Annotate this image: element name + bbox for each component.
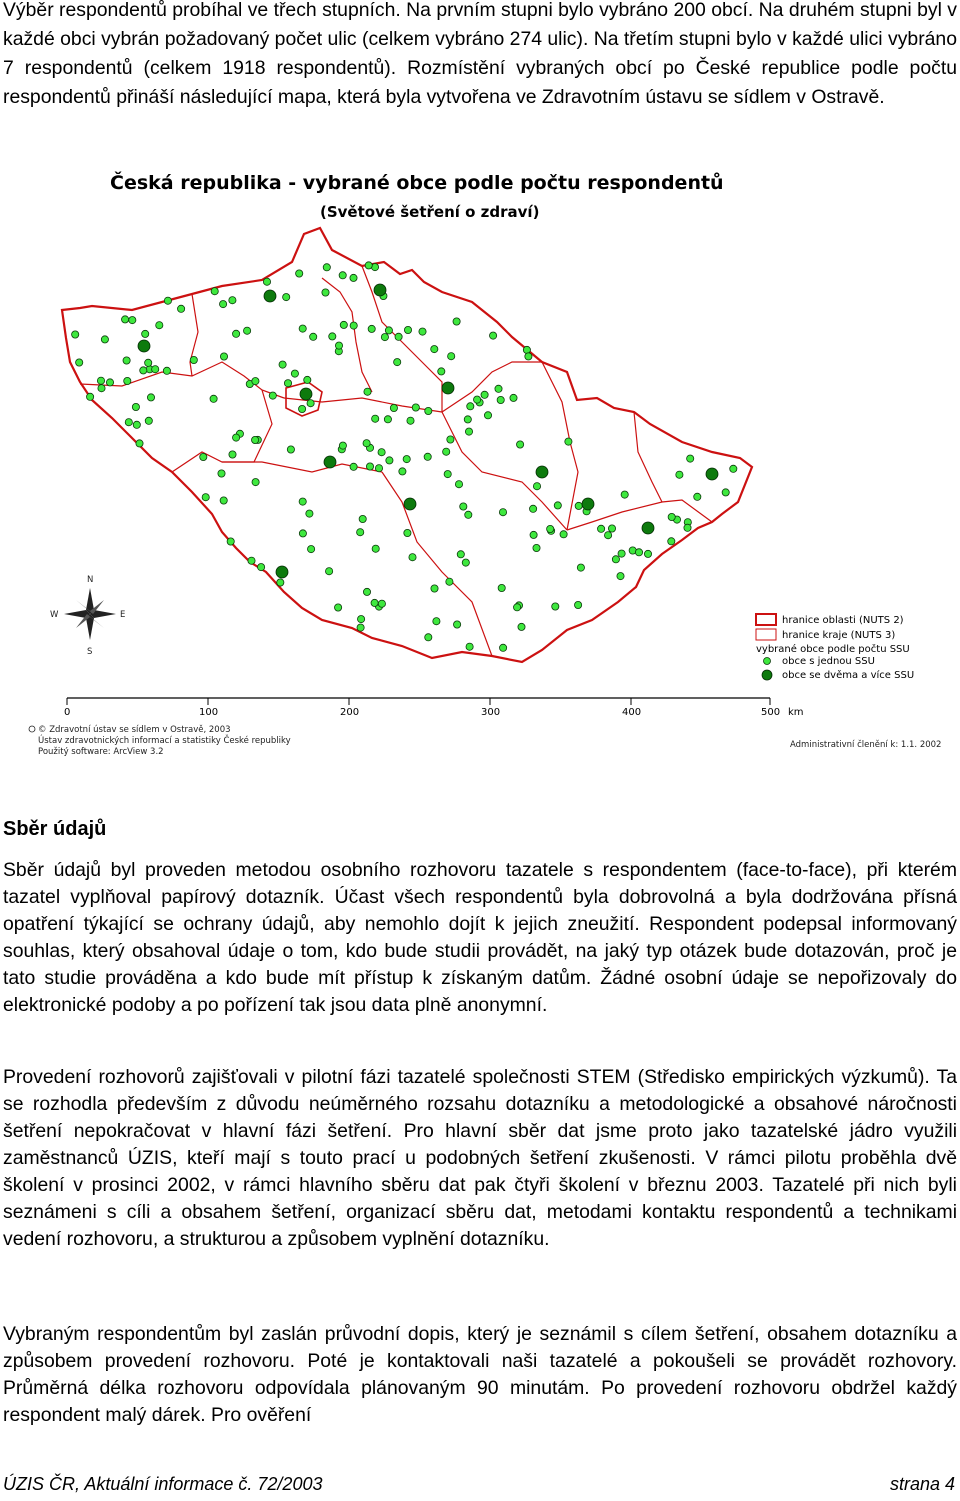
- municipality-dot: [460, 503, 467, 510]
- municipality-dot: [156, 322, 163, 329]
- municipality-dot: [495, 385, 502, 392]
- municipality-dot: [635, 549, 642, 556]
- municipality-dot: [431, 346, 438, 353]
- map-legend: [756, 614, 914, 681]
- body-paragraph-2: Provedení rozhovorů zajišťovali v pilotní fázi tazatelé společnosti STEM (Středisko empirických výzkumů). Ta se rozhodla především z důvodu neúměrného rozsahu dotazníku a metodologické a obsahové náročnosti šetření nepokračovat v hlavní fázi šetření. Pro hlavní sběr dat jsme proto jako tazatelské jádro využili zaměstnanců ÚZIS, kteří mají s touto prací u podobných šetření zkušenosti. V rámci pilotu proběhla dvě školení v prosinci 2002, v rámci hlavního sběru dat pak čtyři školení v březnu 2003. Tazatelé při nich byli seznámeni s cíli a obsahem šetření, organizací sběru dat, metodami kontaktu respondentů a technikami vedení rozhovoru, a strukturou a způsobem vyplnění dotazníku.: [3, 1066, 957, 1250]
- municipality-dot: [455, 481, 462, 488]
- municipality-dot: [227, 538, 234, 545]
- municipality-dot-large: [706, 468, 718, 480]
- municipality-dot: [465, 428, 472, 435]
- municipality-dot: [518, 623, 525, 630]
- municipality-dot-large: [324, 456, 336, 468]
- municipality-dot: [384, 416, 391, 423]
- municipality-dot: [378, 449, 385, 456]
- municipality-dot: [136, 440, 143, 447]
- map-title: Česká republika - vybrané obce podle počtu respondentů: [110, 172, 724, 194]
- municipality-dot: [279, 361, 286, 368]
- municipality-dot-large: [374, 284, 386, 296]
- legend-one: obce s jednou SSU: [782, 656, 875, 667]
- legend-nuts2: hranice oblasti (NUTS 2): [782, 615, 904, 626]
- municipality-dot: [490, 332, 497, 339]
- municipality-dot: [363, 588, 370, 595]
- municipality-dot: [560, 531, 567, 538]
- scale-tick-400: 400: [622, 707, 642, 718]
- municipality-dot: [443, 448, 450, 455]
- municipality-dot: [252, 479, 259, 486]
- municipality-dot: [210, 395, 217, 402]
- municipality-dot: [363, 440, 370, 447]
- municipality-dot: [409, 554, 416, 561]
- municipality-dot-large: [536, 466, 548, 478]
- municipality-dot: [668, 538, 675, 545]
- municipality-dot: [533, 483, 540, 490]
- municipality-dot: [340, 321, 347, 328]
- municipality-dot: [368, 325, 375, 332]
- municipality-dot: [419, 328, 426, 335]
- municipality-dot: [453, 318, 460, 325]
- municipality-dot: [129, 317, 136, 324]
- municipality-dot: [72, 331, 79, 338]
- municipality-dot: [125, 419, 132, 426]
- municipality-dot: [381, 334, 388, 341]
- scale-bar: [64, 698, 804, 718]
- municipality-dot: [533, 544, 540, 551]
- country-outline: [62, 228, 752, 662]
- municipality-dot: [124, 377, 131, 384]
- municipality-dot: [123, 357, 130, 364]
- municipality-dot: [339, 442, 346, 449]
- municipality-dot: [140, 367, 147, 374]
- municipality-dot: [163, 367, 170, 374]
- municipality-dot: [612, 556, 619, 563]
- municipality-dot: [498, 584, 505, 591]
- municipality-dot: [425, 634, 432, 641]
- municipality-dot: [299, 325, 306, 332]
- municipality-dot: [145, 417, 152, 424]
- municipality-dot: [350, 463, 357, 470]
- municipality-dot: [164, 297, 171, 304]
- municipality-dot: [431, 585, 438, 592]
- municipality-dot: [339, 272, 346, 279]
- municipality-dot: [371, 599, 378, 606]
- municipality-dot: [132, 403, 139, 410]
- municipality-dot: [76, 359, 83, 366]
- municipality-dot: [357, 529, 364, 536]
- legend-group-title: vybrané obce podle počtu SSU: [756, 644, 910, 655]
- municipality-dot: [448, 353, 455, 360]
- municipality-dot: [359, 515, 366, 522]
- compass-e: E: [120, 610, 126, 620]
- municipality-dot: [694, 493, 701, 500]
- municipality-dot: [299, 498, 306, 505]
- municipality-dot: [375, 465, 382, 472]
- municipality-dot: [462, 559, 469, 566]
- municipality-dot: [211, 288, 218, 295]
- scale-tick-500: 500: [761, 707, 781, 718]
- municipality-dot-large: [276, 566, 288, 578]
- municipality-dot: [263, 278, 270, 285]
- municipality-dot: [684, 524, 691, 531]
- municipality-dot: [466, 643, 473, 650]
- municipality-dot: [500, 644, 507, 651]
- municipality-dot: [101, 336, 108, 343]
- scale-tick-100: 100: [199, 707, 219, 718]
- municipality-dot: [575, 601, 582, 608]
- municipality-dot: [248, 557, 255, 564]
- municipality-dot: [358, 616, 365, 623]
- body-paragraph-3: Vybraným respondentům byl zaslán průvodní dopis, který je seznámil s cílem šetření, obsahem dotazníku a způsobem provedení rozhovoru. Poté je kontaktovali naši tazatelé a pokoušeli se provádět rozhovory. Průměrná délka rozhovoru odpovídala plánovaným 90 minutám. Po provedení rozhovoru obdržel každý respondent malý dárek. Pro ověření: [3, 1323, 957, 1426]
- municipality-dot: [467, 403, 474, 410]
- municipality-dot: [577, 564, 584, 571]
- compass-s: S: [87, 647, 93, 657]
- municipality-dot: [350, 274, 357, 281]
- municipality-dot: [575, 502, 582, 509]
- municipality-dot-large: [300, 388, 312, 400]
- municipality-dot: [269, 392, 276, 399]
- municipality-dot: [517, 441, 524, 448]
- municipality-dot: [372, 415, 379, 422]
- municipality-dot: [547, 525, 554, 532]
- municipality-dot: [218, 470, 225, 477]
- municipality-dot: [277, 579, 284, 586]
- municipality-dot: [200, 453, 207, 460]
- municipality-dot: [299, 405, 306, 412]
- municipality-dot: [676, 471, 683, 478]
- municipality-dot: [229, 451, 236, 458]
- municipality-dot: [323, 264, 330, 271]
- footer-page-number: strana 4: [889, 1474, 955, 1494]
- municipality-dot: [497, 396, 504, 403]
- municipality-dot: [147, 394, 154, 401]
- municipality-dot: [97, 377, 104, 384]
- municipality-dot: [425, 407, 432, 414]
- municipality-dot: [308, 546, 315, 553]
- municipality-dot: [530, 531, 537, 538]
- municipality-dot: [552, 603, 559, 610]
- municipality-dot: [464, 416, 471, 423]
- municipality-dot: [284, 380, 291, 387]
- municipality-dot: [484, 412, 491, 419]
- municipality-dot: [621, 491, 628, 498]
- municipality-dot: [514, 604, 521, 611]
- municipality-dot: [252, 436, 259, 443]
- municipality-dot: [465, 511, 472, 518]
- municipality-dot: [554, 502, 561, 509]
- municipality-dot: [525, 353, 532, 360]
- municipality-dot: [310, 333, 317, 340]
- municipality-dot: [220, 497, 227, 504]
- map-subtitle: (Světové šetření o zdraví): [320, 203, 540, 221]
- municipality-dot: [446, 578, 453, 585]
- municipality-dot: [390, 404, 397, 411]
- compass-rose: [50, 575, 125, 657]
- municipality-dot: [299, 530, 306, 537]
- municipality-dot: [424, 453, 431, 460]
- credit-line-1: © Zdravotní ústav se sídlem v Ostravě, 2003: [38, 725, 231, 735]
- municipality-dot: [106, 379, 113, 386]
- municipality-dot: [366, 463, 373, 470]
- admin-note: Administrativní členění k: 1.1. 2002: [790, 740, 942, 750]
- municipality-dot: [565, 438, 572, 445]
- municipality-dot-large: [404, 498, 416, 510]
- municipality-dot: [404, 529, 411, 536]
- municipality-dot: [608, 525, 615, 532]
- municipality-dot-large: [442, 382, 454, 394]
- scale-tick-300: 300: [481, 707, 501, 718]
- municipality-dot: [372, 545, 379, 552]
- municipality-dot: [499, 509, 506, 516]
- municipality-dot: [523, 346, 530, 353]
- municipality-dot: [190, 356, 197, 363]
- municipality-dot: [220, 353, 227, 360]
- municipality-dot: [598, 525, 605, 532]
- scale-unit: km: [788, 707, 804, 718]
- municipality-dot: [233, 330, 240, 337]
- municipality-dot: [202, 494, 209, 501]
- intro-paragraph: Výběr respondentů probíhal ve třech stupních. Na prvním stupni bylo vybráno 200 obcí. Na druhém stupni byl v každé obci vybrán požadovaný počet ulic (celkem vybráno 274 ulic). Na třetím stupni bylo v každé ulici vybráno 7 respondentů (celkem 1918 respondentů). Rozmístění vybraných obcí po České republice podle počtu respondentů přináší následující mapa, která byla vytvořena ve Zdravotním ústavu se sídlem v Ostravě.: [3, 0, 957, 108]
- municipality-dot: [152, 366, 159, 373]
- municipality-dot: [457, 551, 464, 558]
- municipality-dot: [178, 305, 185, 312]
- municipality-dot: [145, 359, 152, 366]
- municipality-dot: [605, 532, 612, 539]
- map-credits: [29, 725, 941, 757]
- municipality-dot: [399, 468, 406, 475]
- credit-line-3: Použitý software: ArcView 3.2: [38, 747, 164, 757]
- municipality-dot: [307, 400, 314, 407]
- municipality-dot: [438, 368, 445, 375]
- footer-source: ÚZIS ČR, Aktuální informace č. 72/2003: [3, 1474, 323, 1494]
- municipality-dot: [283, 294, 290, 301]
- credit-line-2: Ústav zdravotnických informací a statistiky České republiky: [38, 736, 291, 746]
- municipality-dot: [364, 388, 371, 395]
- municipality-dot: [133, 421, 140, 428]
- municipality-dot: [412, 404, 419, 411]
- municipality-dot: [474, 396, 481, 403]
- scale-tick-0: 0: [64, 707, 71, 718]
- municipality-dot-large: [264, 290, 276, 302]
- municipality-dot: [244, 327, 251, 334]
- municipality-dot: [326, 568, 333, 575]
- municipality-dot: [233, 434, 240, 441]
- municipality-dot: [385, 327, 392, 334]
- municipality-dot: [722, 489, 729, 496]
- respondent-map: [22, 162, 948, 770]
- municipality-dot: [617, 573, 624, 580]
- municipality-dot: [668, 513, 675, 520]
- municipality-dot: [304, 376, 311, 383]
- municipality-dot: [404, 326, 411, 333]
- municipality-dot: [447, 436, 454, 443]
- municipality-dot: [644, 550, 651, 557]
- municipality-dot: [454, 621, 461, 628]
- legend-more: obce se dvěma a více SSU: [782, 670, 915, 681]
- municipality-dot: [395, 333, 402, 340]
- municipality-dot-large: [642, 522, 654, 534]
- municipality-dot: [730, 465, 737, 472]
- municipality-dot: [618, 550, 625, 557]
- municipality-dot-large: [138, 340, 150, 352]
- municipality-dot: [220, 301, 227, 308]
- compass-w: W: [50, 610, 59, 620]
- municipality-dot: [444, 471, 451, 478]
- municipality-dot: [142, 330, 149, 337]
- municipality-dot: [530, 505, 537, 512]
- map-canvas: [22, 162, 948, 770]
- compass-n: N: [87, 575, 94, 585]
- municipality-dot: [481, 391, 488, 398]
- municipality-dot: [335, 604, 342, 611]
- municipality-dot: [258, 564, 265, 571]
- municipality-dot: [350, 322, 357, 329]
- municipality-dot: [510, 394, 517, 401]
- municipality-dot: [229, 297, 236, 304]
- body-paragraph-1: Sběr údajů byl proveden metodou osobního rozhovoru tazatele s respondentem (face-to-face), při kterém tazatel vyplňoval papírový dotazník. Účast všech respondentů byla dobrovolná a byla dodržována přísná opatření týkající se ochrany údajů, aby nemohlo dojít k jejich zneužití. Respondent podepsal informovaný souhlas, který obsahoval údaje o tom, kdo bude studii provádět, na jaký typ otázek bude dotazován, proč je tato studie prováděna a kdo bude mít přístup k získaným datům. Žádné osobní údaje se nepořizovaly do elektronické podoby a po pořízení tak jsou data plně anonymní.: [3, 859, 957, 1016]
- municipality-dot-large: [582, 498, 594, 510]
- municipality-dot: [287, 446, 294, 453]
- municipality-dot: [687, 455, 694, 462]
- municipality-dot: [329, 333, 336, 340]
- municipality-dot: [386, 457, 393, 464]
- scale-tick-200: 200: [340, 707, 360, 718]
- municipality-dot: [296, 270, 303, 277]
- municipality-dot: [291, 370, 298, 377]
- municipality-dot: [365, 262, 372, 269]
- municipality-dot: [378, 600, 385, 607]
- municipality-dot: [433, 618, 440, 625]
- municipality-dot: [322, 289, 329, 296]
- municipality-dot: [403, 456, 410, 463]
- municipality-dot: [122, 316, 129, 323]
- municipality-dot: [306, 510, 313, 517]
- section-heading: Sběr údajů: [3, 818, 107, 840]
- municipality-dot: [335, 342, 342, 349]
- municipality-dot: [252, 378, 259, 385]
- municipality-dot: [87, 393, 94, 400]
- municipality-dot: [98, 385, 105, 392]
- municipality-dot: [394, 359, 401, 366]
- municipality-dot: [357, 624, 364, 631]
- legend-nuts3: hranice kraje (NUTS 3): [782, 630, 896, 641]
- municipality-dot: [407, 417, 414, 424]
